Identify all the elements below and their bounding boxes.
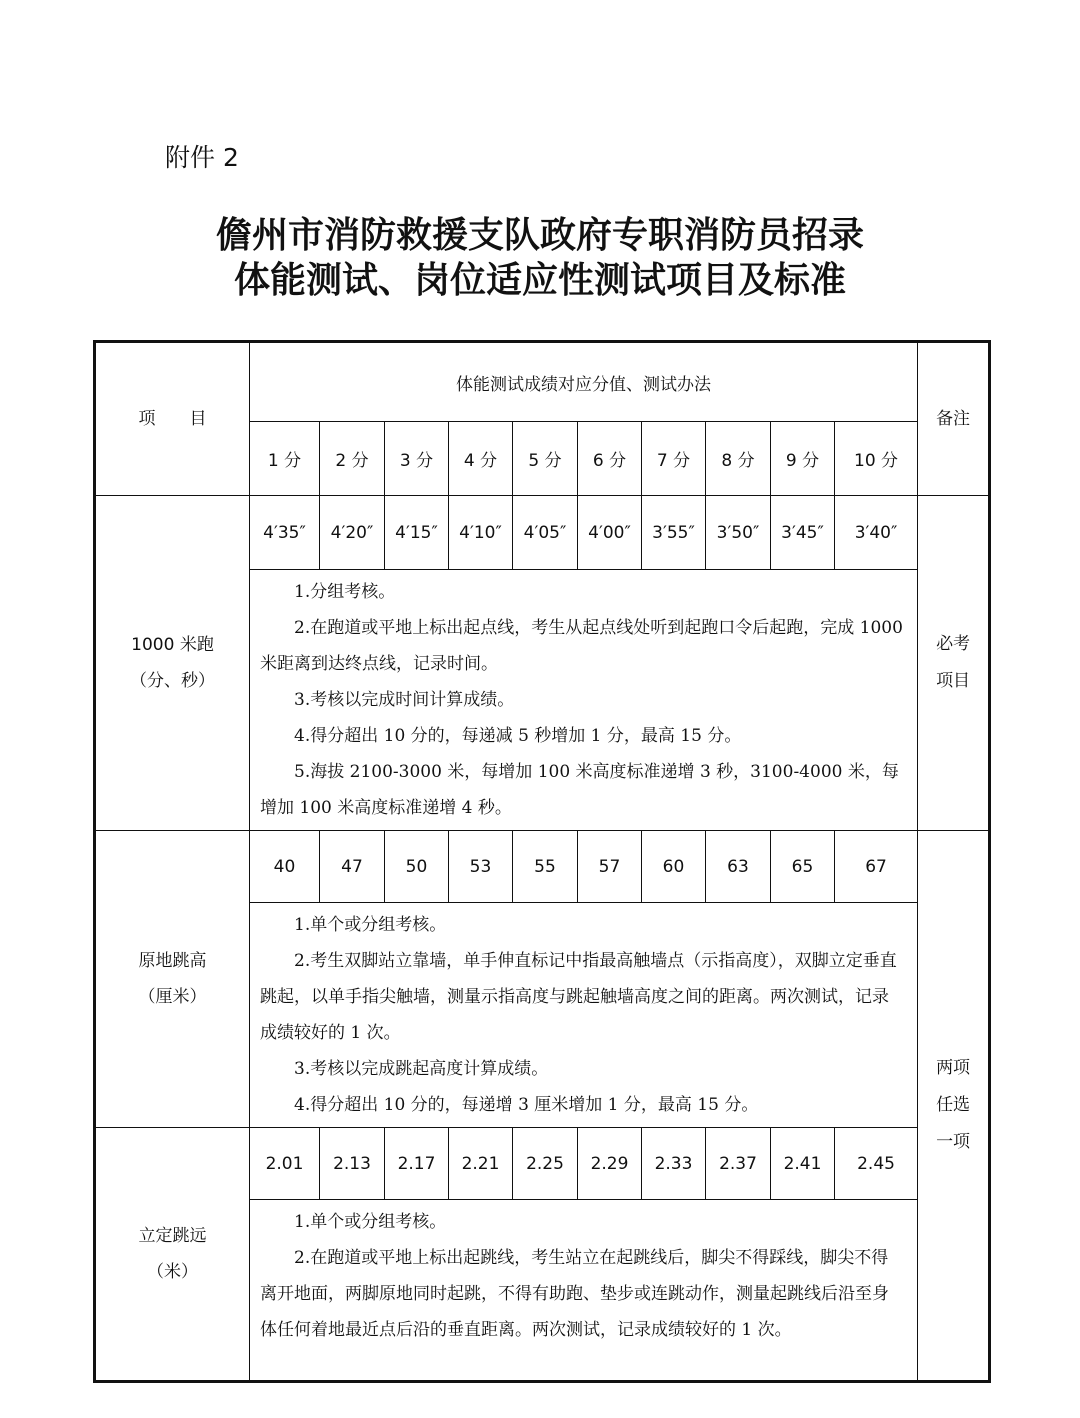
run-value: 3′50″ <box>706 496 771 570</box>
high-jump-value: 50 <box>385 831 449 903</box>
run-project-cell <box>95 496 250 831</box>
long-jump-value: 2.33 <box>642 1128 706 1200</box>
high-jump-value: 67 <box>835 831 918 903</box>
high-jump-values-row <box>95 831 990 903</box>
run-value: 4′10″ <box>449 496 513 570</box>
run-description <box>250 570 918 831</box>
run-value: 4′00″ <box>578 496 642 570</box>
long-jump-project-cell <box>95 1128 250 1382</box>
score-label: 5 分 <box>513 422 578 496</box>
document-title-line2: 体能测试、岗位适应性测试项目及标准 <box>233 259 846 301</box>
long-jump-value: 2.01 <box>250 1128 320 1200</box>
long-jump-value: 2.37 <box>706 1128 771 1200</box>
long-jump-value: 2.13 <box>320 1128 385 1200</box>
high-jump-value: 55 <box>513 831 578 903</box>
note-header: 备注 <box>918 342 990 496</box>
long-jump-description <box>250 1200 918 1382</box>
run-value: 4′15″ <box>385 496 449 570</box>
high-jump-project-cell <box>95 831 250 1128</box>
high-jump-desc-line: 3.考核以完成跳起高度计算成绩。 <box>294 1059 549 1079</box>
high-jump-desc-line: 1.单个或分组考核。 <box>294 915 447 935</box>
high-jump-desc-line: 2.考生双脚站立靠墙，单手伸直标记中指最高触墙点（示指高度），双脚立定垂直跳起，以单手指尖触墙，测量示指高度与跳起触墙高度之间的距离。两次测试，记录成绩较好的 1 次。 <box>260 951 897 1043</box>
high-jump-description <box>250 903 918 1128</box>
high-jump-desc-line: 4.得分超出 10 分的，每递增 3 厘米增加 1 分，最高 15 分。 <box>294 1095 759 1115</box>
run-value: 4′05″ <box>513 496 578 570</box>
score-label: 9 分 <box>771 422 835 496</box>
high-jump-value: 60 <box>642 831 706 903</box>
score-label: 2 分 <box>320 422 385 496</box>
long-jump-value: 2.41 <box>771 1128 835 1200</box>
long-jump-value: 2.25 <box>513 1128 578 1200</box>
jump-note: 两项任选一项 <box>918 831 990 1382</box>
run-desc-line: 3.考核以完成时间计算成绩。 <box>294 690 515 710</box>
score-label: 10 分 <box>835 422 918 496</box>
run-value: 4′20″ <box>320 496 385 570</box>
method-header: 体能测试成绩对应分值、测试办法 <box>250 342 918 422</box>
attachment-label: 附件 2 <box>165 143 239 172</box>
run-value: 3′45″ <box>771 496 835 570</box>
high-jump-unit: （厘米） <box>138 987 207 1007</box>
long-jump-value: 2.29 <box>578 1128 642 1200</box>
high-jump-value: 65 <box>771 831 835 903</box>
high-jump-value: 63 <box>706 831 771 903</box>
long-jump-value: 2.45 <box>835 1128 918 1200</box>
run-desc-line: 2.在跑道或平地上标出起点线，考生从起点线处听到起跑口令后起跑，完成 1000 米距离到达终点线，记录时间。 <box>260 618 903 674</box>
long-jump-values-row <box>95 1128 990 1200</box>
long-jump-unit: （米） <box>147 1262 198 1282</box>
run-desc-line: 4.得分超出 10 分的，每递减 5 秒增加 1 分，最高 15 分。 <box>294 726 742 746</box>
run-value: 3′55″ <box>642 496 706 570</box>
run-name: 1000 米跑 <box>131 635 214 655</box>
score-label: 3 分 <box>385 422 449 496</box>
long-jump-desc-line: 2.在跑道或平地上标出起跳线，考生站立在起跳线后，脚尖不得踩线，脚尖不得离开地面，两脚原地同时起跳，不得有助跑、垫步或连跳动作，测量起跳线后沿至身体任何着地最近点后沿的垂直距离。两次测试，记录成绩较好的 1 次。 <box>260 1248 889 1340</box>
run-values-row <box>95 496 990 570</box>
score-label: 8 分 <box>706 422 771 496</box>
score-label: 6 分 <box>578 422 642 496</box>
score-label: 7 分 <box>642 422 706 496</box>
high-jump-name: 原地跳高 <box>138 951 207 971</box>
document-title-line1: 儋州市消防救援支队政府专职消防员招录 <box>215 214 864 256</box>
run-value: 4′35″ <box>250 496 320 570</box>
run-note: 必考项目 <box>918 496 990 831</box>
run-desc-line: 1.分组考核。 <box>294 582 396 602</box>
standards-table <box>93 340 991 1383</box>
high-jump-value: 53 <box>449 831 513 903</box>
long-jump-name: 立定跳远 <box>138 1226 207 1246</box>
long-jump-value: 2.21 <box>449 1128 513 1200</box>
high-jump-value: 40 <box>250 831 320 903</box>
score-label: 4 分 <box>449 422 513 496</box>
long-jump-value: 2.17 <box>385 1128 449 1200</box>
long-jump-desc-line: 1.单个或分组考核。 <box>294 1212 447 1232</box>
run-unit: （分、秒） <box>130 671 215 691</box>
high-jump-value: 47 <box>320 831 385 903</box>
run-desc-line: 5.海拔 2100-3000 米，每增加 100 米高度标准递增 3 秒，3100-4000 米，每增加 100 米高度标准递增 4 秒。 <box>260 762 899 818</box>
high-jump-value: 57 <box>578 831 642 903</box>
run-value: 3′40″ <box>835 496 918 570</box>
score-label: 1 分 <box>250 422 320 496</box>
project-header: 项 目 <box>95 342 250 496</box>
